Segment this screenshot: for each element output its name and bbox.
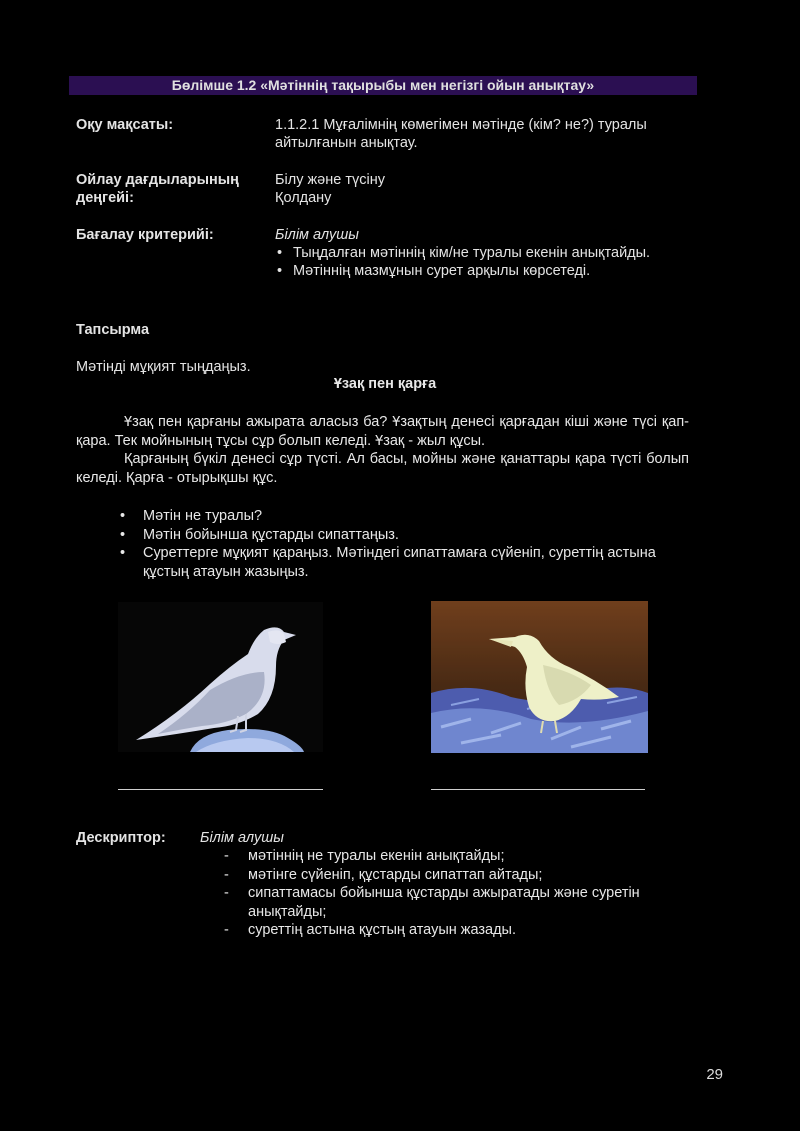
thinking-level-label: Ойлау дағдыларының деңгейі: <box>76 172 239 206</box>
paragraph: Ұзақ пен қарғаны ажырата аласыз ба? Ұзақтың денесі қарғадан кіші және түсі қап-қара. Тек мойнының тұсы сұр болып келеді. Ұзақ - жыл құсы. <box>76 414 689 449</box>
section-title: Бөлімше 1.2 «Мәтіннің тақырыбы мен негізгі ойын анықтау» <box>69 76 697 95</box>
thinking-level-values <box>275 171 385 207</box>
descriptor-item: - мәтіннің не туралы екенін анықтайды; <box>224 847 694 866</box>
descriptor-item: - мәтінге сүйеніп, құстарды сипаттап айтады; <box>224 866 694 885</box>
criteria-item: • Мәтіннің мазмұнын сурет арқылы көрсетеді. <box>275 262 675 280</box>
question-item: • Мәтін не туралы? <box>118 507 688 526</box>
question-item: • Мәтін бойынша құстарды сипаттаңыз. <box>118 526 688 545</box>
text-title: Ұзақ пен қарға <box>333 376 437 392</box>
criteria-item: • Тыңдалған мәтіннің кім/не туралы екенін анықтайды. <box>275 244 675 262</box>
thinking-level-value: Қолдану <box>275 190 332 206</box>
task-heading: Тапсырма <box>76 322 150 338</box>
descriptor-item: - сипаттамасы бойынша құстарды ажыратады және суретін анықтайды; <box>224 884 694 921</box>
question-item: • Суреттерге мұқият қараңыз. Мәтіндегі сипаттамаға сүйеніп, суреттің астына құстың атауын жазыңыз. <box>118 544 688 581</box>
answer-line[interactable] <box>431 789 645 790</box>
criteria-label: Бағалау критерийі: <box>76 227 214 243</box>
descriptor-list <box>224 847 694 940</box>
criteria-block <box>275 226 675 280</box>
criteria-intro: Білім алушы <box>275 227 359 243</box>
descriptor-item: - суреттің астына құстың атауын жазады. <box>224 921 694 940</box>
descriptor-intro: Білім алушы <box>200 830 284 846</box>
paragraph: Қарғаның бүкіл денесі сұр түсті. Ал басы, мойны және қанаттары қара түсті болып келеді. Қарға - отырықшы құс. <box>76 451 689 486</box>
objective-value: 1.1.2.1 Мұғалімнің көмегімен мәтінде (кім? не?) туралы айтылғанын анықтау. <box>275 117 647 151</box>
crow-image <box>118 602 323 752</box>
criteria-list <box>275 244 675 280</box>
answer-line[interactable] <box>118 789 323 790</box>
instruction: Мәтінді мұқият тыңдаңыз. <box>76 359 251 375</box>
question-list <box>118 507 688 581</box>
thinking-level-value: Білу және түсіну <box>275 172 385 188</box>
objective-label: Оқу мақсаты: <box>76 117 174 133</box>
descriptor-label: Дескриптор: <box>76 830 166 846</box>
page-number: 29 <box>706 1066 723 1083</box>
crow-image <box>431 601 648 753</box>
